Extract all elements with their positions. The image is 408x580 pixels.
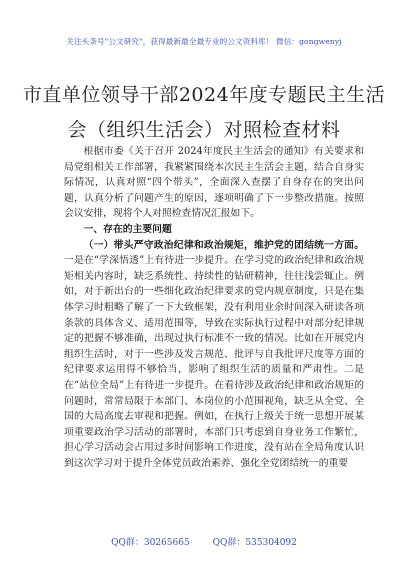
footer-qq-group-1: QQ群：30265665 xyxy=(111,538,190,548)
subsection-body: 一是在“学深悟透”上有待进一步提升。在学习党的政治纪律和政治规矩相关内容时，缺乏系统性、持续性的钻研精神，往往浅尝辄止。例如，对于新出台的一些细化政治纪律要求的党内规章制度，只是在集体学习时粗略了解了一下大致框架，没有利用业余时间深入研读各项条款的具体含义、适用范围等，导致在实际执行过程中对部分纪律规定的把握不够准确，出现过执行标准不一致的情况。比如在开展党内组织生活时，对于一些涉及发言规范、批评与自我批评尺度等方面的纪律要求运用得不够恰当，影响了组织生活的质量和严肃性。二是在“站位全局”上有待进一步提升。在看待涉及政治纪律和政治规矩的问题时，常常局限于本部门、本岗位的小范围视角，缺乏从全党、全国的大局高度去审视和把握。例如，在执行上级关于统一思想开展某项重要政治学习活动的部署时，本部门只考虑到自身业务工作繁忙，担心学习活动会占用过多时间影响工作进度，没有站在全局角度认识到这次学习对于提升全体党员政治素养、强化全党团结统一的重要 xyxy=(64,255,364,469)
document-title-line-2: 会（组织生活会）对照检查材料 xyxy=(67,119,341,141)
section-heading: 一、存在的主要问题 xyxy=(83,223,172,235)
footer-qq-group-2: QQ群：535304092 xyxy=(212,538,297,548)
footer-contact-note xyxy=(0,535,408,548)
subsection-paragraph xyxy=(64,238,364,472)
subsection-lead: （一）带头严守政治纪律和政治规矩，维护党的团结统一方面。 xyxy=(83,239,364,251)
document-title-line-1: 市直单位领导干部2024年度专题民主生活 xyxy=(22,84,386,106)
document-body xyxy=(64,144,364,471)
intro-paragraph: 根据市委《关于召开 2024年度民主生活会的通知》有关要求和局党组相关工作部署，我紧紧围绕本次民主生活会主题，结合自身实际情况，认真对照“四个带头”，全面深入查摆了自身存在的突出问题，认真分析了问题产生的原因，逐项明确了下一步整改措施。按照会议安排，现将个人对照检查情况汇报如下。 xyxy=(64,146,364,220)
header-promo-note: 关注头条号"公文研究"，获得最新最全最专业的公文资料库！ 微信：gongwenyj xyxy=(66,37,342,46)
